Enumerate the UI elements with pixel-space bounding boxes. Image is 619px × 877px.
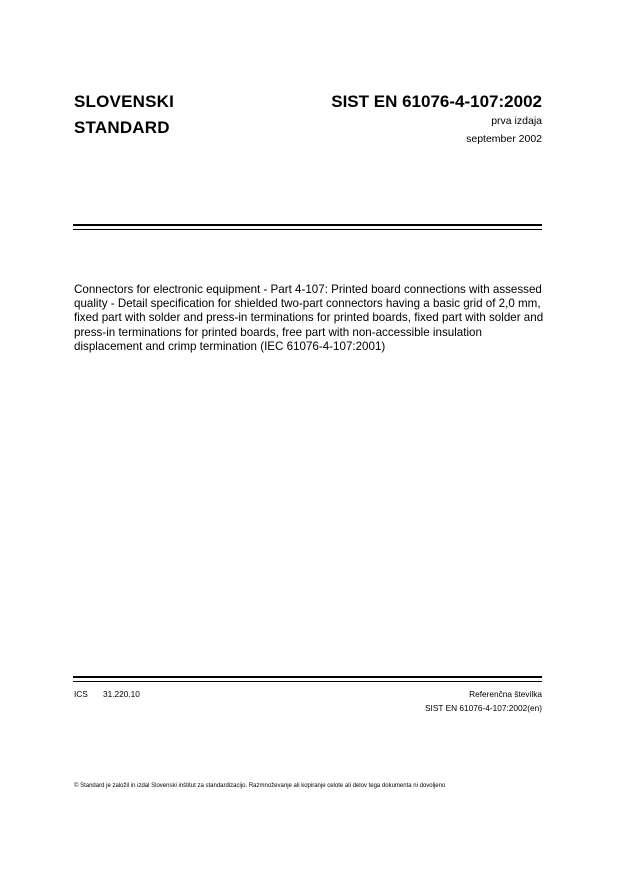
header-rule-thick	[73, 224, 542, 226]
header-rule-thin	[73, 229, 542, 230]
copyright-notice: © Standard je založil in izdal Slovenski inštitut za standardizacijo. Razmnoževanje ali kopiranje celote ali delov tega dokumenta ni dovoljeno	[74, 783, 446, 789]
ics-label: ICS	[74, 689, 88, 699]
brand-line-2: STANDARD	[74, 118, 170, 137]
reference-number: SIST EN 61076-4-107:2002(en)	[425, 703, 542, 713]
ics-value: 31.220.10	[103, 689, 140, 699]
brand-line-1: SLOVENSKI	[74, 92, 175, 111]
footer-rule-thick	[73, 676, 542, 678]
standard-code: SIST EN 61076-4-107:2002	[331, 92, 542, 111]
publication-date: september 2002	[466, 133, 542, 145]
footer-rule-thin	[73, 681, 542, 682]
document-title: Connectors for electronic equipment - Part 4-107: Printed board connections with assessed quality - Detail specification for shielded two-part connectors having a basic grid of 2,0 mm, fixed part with solder and press-in terminations for printed boards, fixed part with solder and press-in terminations for printed boards, free part with non-accessible insulation displacement and crimp termination (IEC 61076-4-107:2001)	[74, 283, 544, 353]
reference-label: Referenčna številka	[469, 689, 542, 699]
edition-label: prva izdaja	[491, 115, 542, 127]
